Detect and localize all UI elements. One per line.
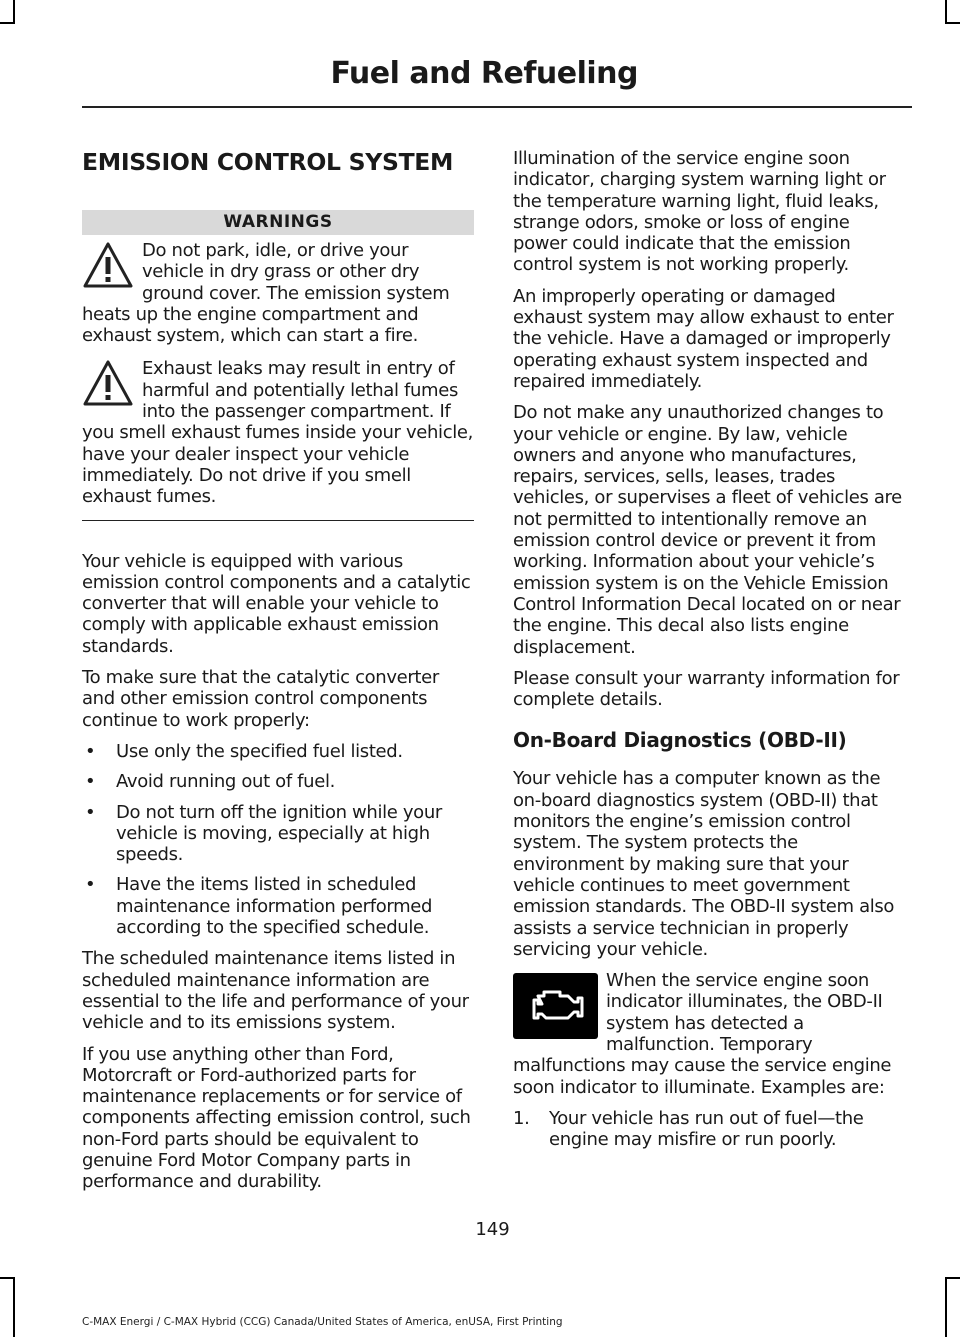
crop-mark — [0, 1277, 15, 1279]
warnings-end-rule — [82, 520, 474, 521]
paragraph: Do not make any unauthorized changes to your vehicle or engine. By law, vehicle owners and anyone who manufactures, repairs, services, sells, leases, trades vehicles, or supervises a fleet of vehicles are not permitted to intentionally remove an emission control device or prevent it from working. Information about your vehicle’s emission system is on the Vehicle Emission Control Information Decal located on or near the engine. This decal also lists engine displacement. — [513, 402, 902, 658]
paragraph: Illumination of the service engine soon indicator, charging system warning light or the temperature warning light, fluid leaks, strange odors, smoke or loss of engine power could indicate that the emission control system is not working properly. — [513, 148, 886, 276]
bullet: • — [85, 874, 96, 896]
bullet: • — [85, 801, 96, 823]
list-text: Your vehicle has run out of fuel—the engine may misfire or run poorly. — [549, 1107, 864, 1151]
footer-text: C-MAX Energi / C-MAX Hybrid (CCG) Canada/United States of America, enUSA, First Printing — [82, 1316, 563, 1328]
paragraph: An improperly operating or damaged exhaust system may allow exhaust to enter the vehicle. Have a damaged or improperly operating exhaust system inspected and repaired immediately. — [513, 285, 894, 392]
warning-triangle-icon — [82, 240, 134, 292]
list-number: 1. — [513, 1107, 530, 1129]
crop-mark — [945, 0, 947, 22]
right-column — [513, 148, 905, 1160]
bullet: • — [85, 740, 96, 762]
crop-mark — [945, 1277, 947, 1337]
list-item: • Avoid running out of fuel. — [85, 771, 335, 793]
bullet-list — [82, 741, 474, 938]
paragraph: Your vehicle is equipped with various emission control components and a catalytic converter that will enable your vehicle to comply with applicable exhaust emission standards. — [82, 550, 471, 657]
engine-indicator-block — [513, 970, 905, 1098]
crop-mark — [0, 22, 15, 24]
warning-text: Exhaust leaks may result in entry of harmful and potentially lethal fumes into the passenger compartment. If you smell exhaust fumes inside your vehicle, have your dealer inspect your vehicle immediately. Do not drive if you smell exhaust fumes. — [82, 358, 474, 508]
subsection-heading: On-Board Diagnostics (OBD-II) — [513, 728, 847, 753]
paragraph: To make sure that the catalytic converter and other emission control components continue to work properly: — [82, 667, 439, 731]
paragraph: Your vehicle has a computer known as the on-board diagnostics system (OBD-II) that monitors the engine’s emission control system. The system protects the environment by making sure that your vehicle continues to meet government emission standards. The OBD-II system also assists a service technician in properly servicing your vehicle. — [513, 768, 895, 960]
header-rule — [82, 106, 912, 108]
warnings-header: WARNINGS — [82, 210, 474, 235]
list-item: • Do not turn off the ignition while your vehicle is moving, especially at high speeds. — [85, 801, 442, 866]
warning-triangle-icon — [82, 358, 134, 410]
paragraph: The scheduled maintenance items listed in scheduled maintenance information are essential to the life and performance of your vehicle and to its emissions system. — [82, 948, 469, 1034]
page-header-title: Fuel and Refueling — [330, 56, 638, 91]
crop-mark — [13, 1277, 15, 1337]
warning-text: Do not park, idle, or drive your vehicle in dry grass or other dry ground cover. The emission system heats up the engine compartment and exhaust system, which can start a fire. — [82, 240, 450, 347]
warning-item — [82, 358, 474, 507]
crop-mark — [13, 0, 15, 22]
paragraph: Please consult your warranty information for complete details. — [513, 667, 900, 711]
list-item — [513, 1108, 905, 1151]
page-number: 149 — [475, 1219, 510, 1240]
engine-icon — [524, 984, 588, 1028]
section-heading: EMISSION CONTROL SYSTEM — [82, 148, 454, 176]
bullet: • — [85, 771, 96, 793]
paragraph: If you use anything other than Ford, Motorcraft or Ford-authorized parts for maintenance replacements or for service of components affecting emission control, such non-Ford parts should be equivalent to genuine Ford Motor Company parts in performance and durability. — [82, 1043, 471, 1193]
left-column — [82, 140, 474, 1203]
warning-item — [82, 240, 474, 346]
crop-mark — [945, 22, 960, 24]
list-item: • Have the items listed in scheduled maintenance information performed according to the specified schedule. — [85, 874, 433, 939]
list-item: • Use only the specified fuel listed. — [85, 740, 403, 762]
numbered-list — [513, 1108, 905, 1151]
check-engine-icon — [513, 973, 598, 1039]
paragraph: When the service engine soon indicator illuminates, the OBD-II system has detected a malfunction. Temporary malfunctions may cause the service engine soon indicator to illuminate. Examples are: — [513, 970, 892, 1098]
crop-mark — [945, 1277, 960, 1279]
